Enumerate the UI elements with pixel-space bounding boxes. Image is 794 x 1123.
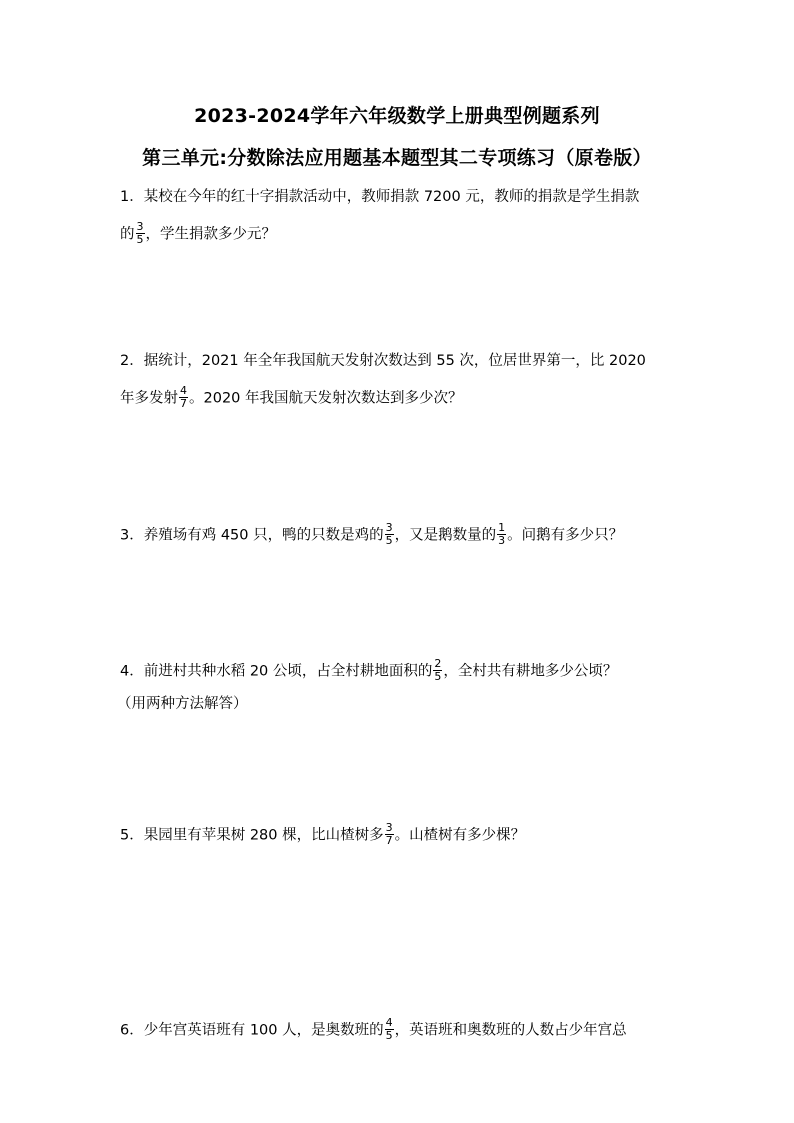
problem-1-line-1: 1．某校在今年的红十字捐款活动中，教师捐款 7200 元，教师的捐款是学生捐款 <box>120 189 640 205</box>
problem-1-line-2: 的 $\frac{3}{5}$ ，学生捐款多少元？ <box>120 220 276 246</box>
problem-6-line-1: 6．少年宫英语班有 100 人，是奥数班的 $\frac{4}{5}$ ，英语班和奥数班的人数占少年宫总 <box>120 1016 627 1042</box>
problem-5-line-1: 5．果园里有苹果树 280 棵，比山楂树多 $\frac{3}{7}$ 。山楂树有多少棵？ <box>120 821 526 847</box>
fraction: $\frac{4}{7}$ <box>180 384 187 410</box>
problem-2-line-1: 2．据统计，2021 年全年我国航天发射次数达到 55 次，位居世界第一，比 2020 <box>120 353 646 369</box>
problem-4-line-2: （用两种方法解答） <box>117 696 248 712</box>
problem-3-line-1: 3．养殖场有鸡 450 只，鸭的只数是鸡的 $\frac{3}{5}$ ，又是鹅数量的 $\frac{1}{3}$ 。问鹅有多少只？ <box>120 521 624 547</box>
fraction: $\frac{4}{5}$ <box>385 1016 393 1042</box>
fraction: $\frac{3}{5}$ <box>136 220 144 246</box>
fraction: $\frac{1}{3}$ <box>498 521 506 547</box>
document-title: 2023-2024学年六年级数学上册典型例题系列 <box>194 105 600 127</box>
fraction: $\frac{3}{7}$ <box>385 821 393 847</box>
fraction: $\frac{2}{5}$ <box>434 657 442 683</box>
problem-2-line-2: 年多发射 $\frac{4}{7}$ 。2020 年我国航天发射次数达到多少次？ <box>120 384 463 410</box>
problem-4-line-1: 4．前进村共种水稻 20 公顷，占全村耕地面积的 $\frac{2}{5}$ ，全村共有耕地多少公顷？ <box>120 657 618 683</box>
fraction: $\frac{3}{5}$ <box>385 521 393 547</box>
document-subtitle: 第三单元:分数除法应用题基本题型其二专项练习（原卷版） <box>142 147 652 169</box>
